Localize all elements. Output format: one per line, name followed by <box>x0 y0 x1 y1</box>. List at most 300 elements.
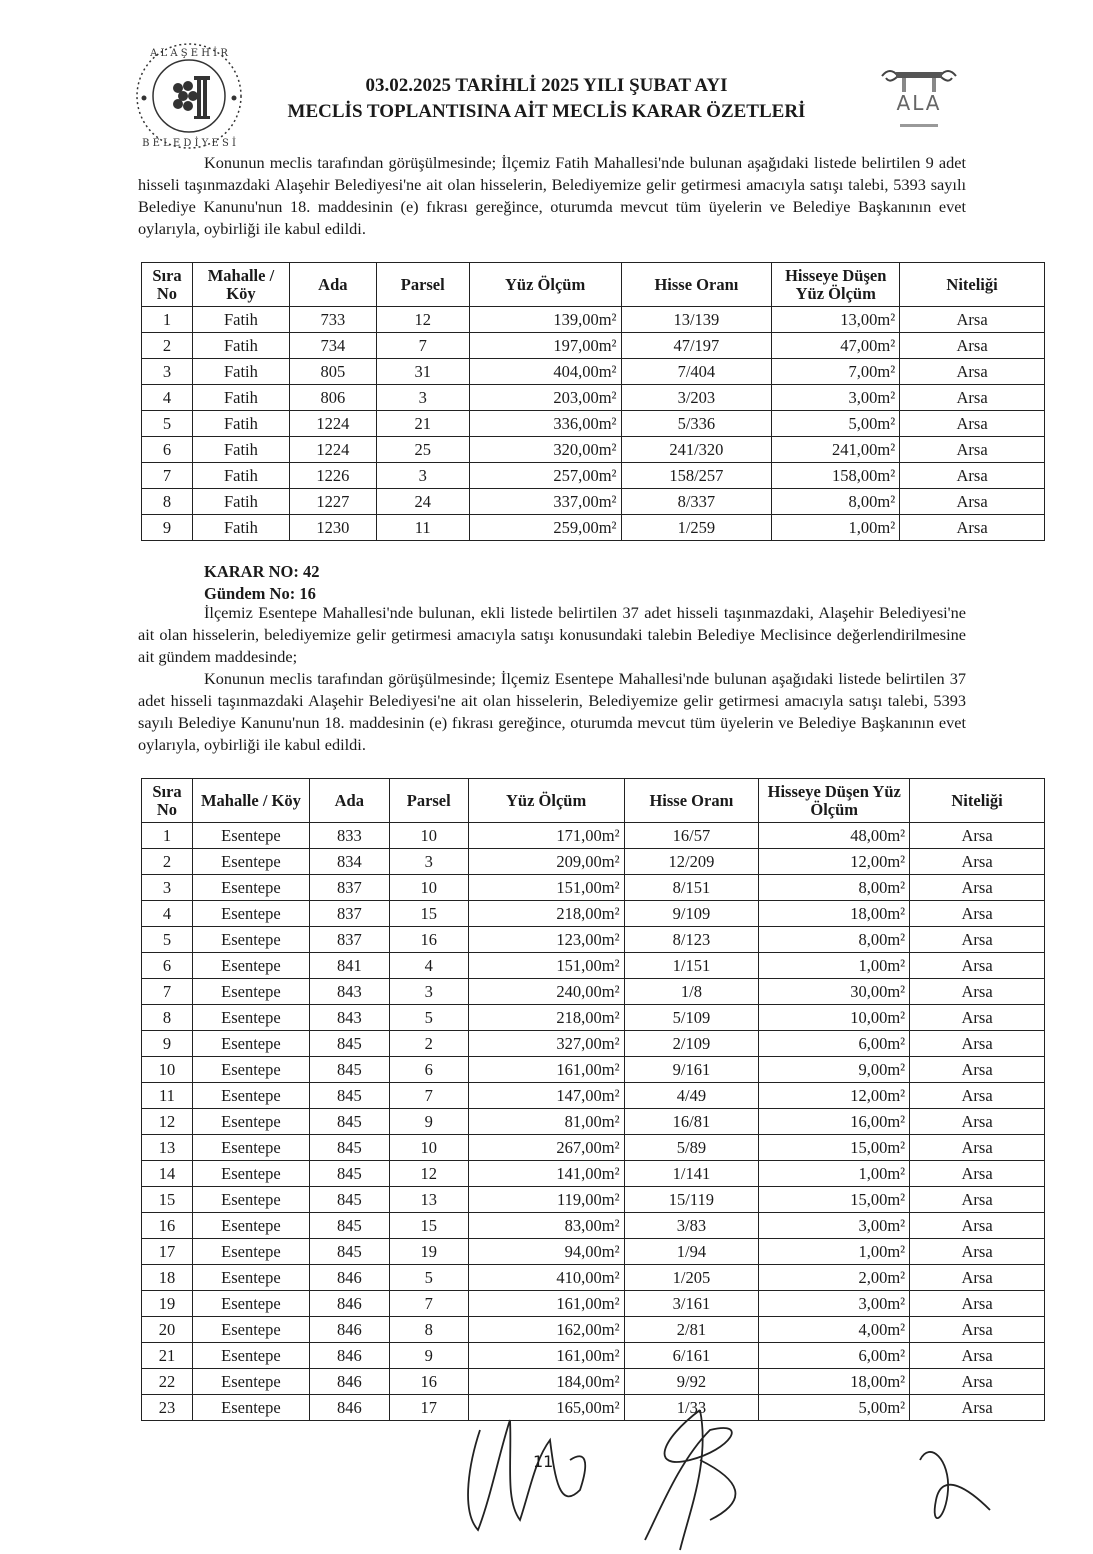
cell-ada: 837 <box>309 927 389 953</box>
cell-sira-no: 7 <box>142 979 193 1005</box>
cell-yuz-olcum: 218,00m² <box>468 901 624 927</box>
cell-sira-no: 10 <box>142 1057 193 1083</box>
cell-sira-no: 1 <box>142 823 193 849</box>
cell-parsel: 6 <box>389 1057 468 1083</box>
cell-hisseye-dusen: 48,00m² <box>759 823 910 849</box>
decision-paragraph: Konunun meclis tarafından görüşülmesinde; İlçemiz Esentepe Mahallesi'nde bulunan aşağıdaki listede belirtilen 37 adet hisseli taşınmazdaki Alaşehir Belediyesi'ne ait olan hisselerin, Belediyemize gelir getirmesi amacıyla satışı talebi, 5393 sayılı Belediye Kanunu'nun 18. maddesinin (e) fıkrası gereğince, oturumda mevcut tüm üyelerin ve Belediye Başkanının evet oylarıyla, oybirliği ile kabul edildi. <box>138 669 966 754</box>
table-row <box>142 463 1045 489</box>
cell-hisse-orani: 16/81 <box>624 1109 759 1135</box>
cell-hisse-orani: 2/109 <box>624 1031 759 1057</box>
cell-sira-no: 2 <box>142 333 193 359</box>
cell-ada: 845 <box>309 1239 389 1265</box>
cell-hisse-orani: 1/8 <box>624 979 759 1005</box>
cell-hisseye-dusen: 3,00m² <box>759 1291 910 1317</box>
table-row <box>142 953 1045 979</box>
cell-yuz-olcum: 267,00m² <box>468 1135 624 1161</box>
cell-niteligi: Arsa <box>910 953 1045 979</box>
cell-yuz-olcum: 404,00m² <box>469 359 621 385</box>
cell-sira-no: 16 <box>142 1213 193 1239</box>
cell-yuz-olcum: 259,00m² <box>469 515 621 541</box>
cell-yuz-olcum: 320,00m² <box>469 437 621 463</box>
cell-mahalle: Esentepe <box>192 875 309 901</box>
cell-hisse-orani: 8/151 <box>624 875 759 901</box>
cell-hisseye-dusen: 1,00m² <box>759 953 910 979</box>
cell-sira-no: 20 <box>142 1317 193 1343</box>
cell-ada: 805 <box>289 359 376 385</box>
cell-parsel: 3 <box>389 849 468 875</box>
header-yuz-olcum: Yüz Ölçüm <box>468 779 624 823</box>
cell-sira-no: 6 <box>142 953 193 979</box>
cell-parsel: 15 <box>389 1213 468 1239</box>
cell-ada: 846 <box>309 1395 389 1421</box>
cell-yuz-olcum: 410,00m² <box>468 1265 624 1291</box>
cell-mahalle: Fatih <box>192 463 289 489</box>
cell-parsel: 12 <box>389 1161 468 1187</box>
table-row <box>142 1005 1045 1031</box>
table-row <box>142 901 1045 927</box>
handwritten-signatures <box>450 1400 1070 1554</box>
cell-niteligi: Arsa <box>910 979 1045 1005</box>
cell-mahalle: Esentepe <box>192 1135 309 1161</box>
cell-hisseye-dusen: 12,00m² <box>759 849 910 875</box>
header-parsel: Parsel <box>376 263 469 307</box>
header-yuz-olcum: Yüz Ölçüm <box>469 263 621 307</box>
cell-hisse-orani: 12/209 <box>624 849 759 875</box>
cell-ada: 846 <box>309 1369 389 1395</box>
cell-niteligi: Arsa <box>900 437 1045 463</box>
cell-yuz-olcum: 151,00m² <box>468 953 624 979</box>
cell-parsel: 19 <box>389 1239 468 1265</box>
cell-mahalle: Esentepe <box>192 823 309 849</box>
table-row <box>142 849 1045 875</box>
cell-niteligi: Arsa <box>910 1083 1045 1109</box>
karar-no: KARAR NO: 42 <box>204 562 320 581</box>
table-row <box>142 1187 1045 1213</box>
cell-sira-no: 4 <box>142 901 193 927</box>
cell-hisseye-dusen: 158,00m² <box>772 463 900 489</box>
cell-ada: 845 <box>309 1187 389 1213</box>
cell-hisse-orani: 1/33 <box>624 1395 759 1421</box>
cell-parsel: 3 <box>376 463 469 489</box>
cell-hisseye-dusen: 8,00m² <box>759 875 910 901</box>
table-row <box>142 333 1045 359</box>
table-row <box>142 1343 1045 1369</box>
cell-sira-no: 5 <box>142 927 193 953</box>
cell-mahalle: Esentepe <box>192 1031 309 1057</box>
cell-yuz-olcum: 161,00m² <box>468 1343 624 1369</box>
cell-sira-no: 4 <box>142 385 193 411</box>
table-row <box>142 359 1045 385</box>
header-niteligi: Niteliği <box>900 263 1045 307</box>
cell-mahalle: Esentepe <box>192 1005 309 1031</box>
cell-hisse-orani: 6/161 <box>624 1343 759 1369</box>
cell-parsel: 13 <box>389 1187 468 1213</box>
table-row <box>142 411 1045 437</box>
cell-parsel: 4 <box>389 953 468 979</box>
cell-hisseye-dusen: 18,00m² <box>759 1369 910 1395</box>
header-sira-no: Sıra No <box>142 779 193 823</box>
cell-mahalle: Esentepe <box>192 1291 309 1317</box>
cell-hisseye-dusen: 12,00m² <box>759 1083 910 1109</box>
cell-parsel: 25 <box>376 437 469 463</box>
cell-mahalle: Esentepe <box>192 979 309 1005</box>
table-row <box>142 1083 1045 1109</box>
cell-parsel: 10 <box>389 1135 468 1161</box>
cell-hisseye-dusen: 47,00m² <box>772 333 900 359</box>
cell-hisse-orani: 4/49 <box>624 1083 759 1109</box>
cell-mahalle: Esentepe <box>192 1109 309 1135</box>
table-row <box>142 1317 1045 1343</box>
cell-hisse-orani: 8/123 <box>624 927 759 953</box>
cell-hisseye-dusen: 6,00m² <box>759 1343 910 1369</box>
cell-hisse-orani: 241/320 <box>621 437 772 463</box>
intro-paragraph-text: Konunun meclis tarafından görüşülmesinde; İlçemiz Fatih Mahallesi'nde bulunan aşağıdaki listede belirtilen 9 adet hisseli taşınmazdaki Alaşehir Belediyesi'ne ait olan hisselerin, Belediyemize gelir getirmesi amacıyla satışı talebi, 5393 sayılı Belediye Kanunu'nun 18. maddesinin (e) fıkrası gereğince, oturumda mevcut tüm üyelerin ve Belediye Başkanının evet oylarıyla, oybirliği ile kabul edildi. <box>138 153 966 238</box>
cell-hisseye-dusen: 8,00m² <box>759 927 910 953</box>
cell-yuz-olcum: 81,00m² <box>468 1109 624 1135</box>
svg-text:B E L E D İ Y E S İ: B E L E D İ Y E S İ <box>142 138 236 149</box>
cell-sira-no: 14 <box>142 1161 193 1187</box>
cell-niteligi: Arsa <box>910 1109 1045 1135</box>
cell-hisseye-dusen: 15,00m² <box>759 1187 910 1213</box>
cell-parsel: 31 <box>376 359 469 385</box>
cell-mahalle: Fatih <box>192 437 289 463</box>
cell-parsel: 15 <box>389 901 468 927</box>
cell-hisse-orani: 5/336 <box>621 411 772 437</box>
cell-mahalle: Esentepe <box>192 901 309 927</box>
cell-ada: 845 <box>309 1109 389 1135</box>
header-niteligi: Niteliği <box>910 779 1045 823</box>
cell-ada: 833 <box>309 823 389 849</box>
header-parsel: Parsel <box>389 779 468 823</box>
cell-hisseye-dusen: 3,00m² <box>772 385 900 411</box>
cell-parsel: 24 <box>376 489 469 515</box>
cell-yuz-olcum: 327,00m² <box>468 1031 624 1057</box>
cell-yuz-olcum: 161,00m² <box>468 1291 624 1317</box>
svg-text:ALA: ALA <box>896 91 942 115</box>
cell-sira-no: 19 <box>142 1291 193 1317</box>
cell-mahalle: Esentepe <box>192 1187 309 1213</box>
header-hisseye-dusen: Hisseye Düşen Yüz Ölçüm <box>759 779 910 823</box>
cell-yuz-olcum: 337,00m² <box>469 489 621 515</box>
cell-niteligi: Arsa <box>910 1239 1045 1265</box>
cell-hisseye-dusen: 10,00m² <box>759 1005 910 1031</box>
cell-sira-no: 8 <box>142 489 193 515</box>
cell-mahalle: Fatih <box>192 411 289 437</box>
agenda-paragraph: İlçemiz Esentepe Mahallesi'nde bulunan, ekli listede belirtilen 37 adet hisseli taşınmazdaki, Alaşehir Belediyesi'ne ait olan hisselerin, belediyemize gelir getirmesi amacıyla satışı konusundaki talebin Belediye Meclisince değerlendirilmesine ait gündem maddesinde; <box>138 603 966 666</box>
cell-mahalle: Esentepe <box>192 849 309 875</box>
cell-parsel: 12 <box>376 307 469 333</box>
page-number: 11 <box>533 1452 554 1471</box>
cell-niteligi: Arsa <box>900 411 1045 437</box>
cell-yuz-olcum: 94,00m² <box>468 1239 624 1265</box>
fatih-table-body <box>142 307 1045 541</box>
gundem-no: Gündem No: 16 <box>204 584 316 603</box>
cell-ada: 843 <box>309 979 389 1005</box>
cell-parsel: 8 <box>389 1317 468 1343</box>
cell-niteligi: Arsa <box>910 1161 1045 1187</box>
cell-sira-no: 2 <box>142 849 193 875</box>
cell-parsel: 7 <box>376 333 469 359</box>
cell-hisse-orani: 1/151 <box>624 953 759 979</box>
cell-hisse-orani: 3/203 <box>621 385 772 411</box>
header-hisse-orani: Hisse Oranı <box>624 779 759 823</box>
cell-parsel: 3 <box>389 979 468 1005</box>
cell-hisseye-dusen: 1,00m² <box>759 1161 910 1187</box>
table-row <box>142 1265 1045 1291</box>
cell-parsel: 16 <box>389 1369 468 1395</box>
cell-niteligi: Arsa <box>900 515 1045 541</box>
cell-ada: 845 <box>309 1161 389 1187</box>
svg-text:A L A Ş E H İ R: A L A Ş E H İ R <box>150 48 228 59</box>
table-row <box>142 1213 1045 1239</box>
intro-paragraph <box>138 152 966 240</box>
table-row <box>142 1057 1045 1083</box>
cell-parsel: 21 <box>376 411 469 437</box>
table-row <box>142 979 1045 1005</box>
cell-mahalle: Esentepe <box>192 1213 309 1239</box>
cell-hisse-orani: 158/257 <box>621 463 772 489</box>
cell-niteligi: Arsa <box>910 875 1045 901</box>
cell-yuz-olcum: 162,00m² <box>468 1317 624 1343</box>
cell-hisse-orani: 9/109 <box>624 901 759 927</box>
table-row <box>142 1031 1045 1057</box>
cell-hisse-orani: 13/139 <box>621 307 772 333</box>
cell-mahalle: Esentepe <box>192 1161 309 1187</box>
header-ada: Ada <box>289 263 376 307</box>
cell-mahalle: Esentepe <box>192 1395 309 1421</box>
document-title-line-2: MECLİS TOPLANTISINA AİT MECLİS KARAR ÖZETLERİ <box>287 101 806 122</box>
cell-hisse-orani: 1/205 <box>624 1265 759 1291</box>
cell-parsel: 9 <box>389 1343 468 1369</box>
cell-yuz-olcum: 197,00m² <box>469 333 621 359</box>
cell-hisse-orani: 5/109 <box>624 1005 759 1031</box>
cell-niteligi: Arsa <box>910 1057 1045 1083</box>
cell-niteligi: Arsa <box>900 333 1045 359</box>
cell-niteligi: Arsa <box>910 1213 1045 1239</box>
cell-niteligi: Arsa <box>910 1369 1045 1395</box>
cell-mahalle: Esentepe <box>192 953 309 979</box>
cell-ada: 837 <box>309 875 389 901</box>
cell-hisseye-dusen: 5,00m² <box>772 411 900 437</box>
cell-yuz-olcum: 123,00m² <box>468 927 624 953</box>
cell-hisse-orani: 2/81 <box>624 1317 759 1343</box>
cell-sira-no: 17 <box>142 1239 193 1265</box>
cell-hisseye-dusen: 4,00m² <box>759 1317 910 1343</box>
cell-niteligi: Arsa <box>910 1291 1045 1317</box>
cell-yuz-olcum: 141,00m² <box>468 1161 624 1187</box>
cell-yuz-olcum: 184,00m² <box>468 1369 624 1395</box>
cell-ada: 1230 <box>289 515 376 541</box>
cell-mahalle: Esentepe <box>192 1057 309 1083</box>
header-sira-no: Sıra No <box>142 263 193 307</box>
cell-hisseye-dusen: 16,00m² <box>759 1109 910 1135</box>
document-title-line-1: 03.02.2025 TARİHLİ 2025 YILI ŞUBAT AYI <box>365 75 728 96</box>
cell-sira-no: 9 <box>142 515 193 541</box>
cell-sira-no: 23 <box>142 1395 193 1421</box>
cell-mahalle: Esentepe <box>192 1369 309 1395</box>
table-row <box>142 1161 1045 1187</box>
cell-parsel: 9 <box>389 1109 468 1135</box>
table-row <box>142 307 1045 333</box>
table-row <box>142 437 1045 463</box>
cell-niteligi: Arsa <box>910 1317 1045 1343</box>
cell-niteligi: Arsa <box>910 1135 1045 1161</box>
cell-yuz-olcum: 151,00m² <box>468 875 624 901</box>
cell-sira-no: 6 <box>142 437 193 463</box>
cell-yuz-olcum: 161,00m² <box>468 1057 624 1083</box>
cell-mahalle: Fatih <box>192 333 289 359</box>
decision-heading <box>204 561 320 605</box>
header-hisse-orani: Hisse Oranı <box>621 263 772 307</box>
cell-ada: 845 <box>309 1057 389 1083</box>
cell-hisseye-dusen: 15,00m² <box>759 1135 910 1161</box>
table-row <box>142 1369 1045 1395</box>
cell-ada: 1227 <box>289 489 376 515</box>
cell-hisseye-dusen: 6,00m² <box>759 1031 910 1057</box>
cell-ada: 1224 <box>289 437 376 463</box>
cell-hisseye-dusen: 8,00m² <box>772 489 900 515</box>
cell-sira-no: 3 <box>142 359 193 385</box>
header-ada: Ada <box>309 779 389 823</box>
header-mahalle-koy: Mahalle / Köy <box>192 263 289 307</box>
table-row <box>142 875 1045 901</box>
cell-sira-no: 12 <box>142 1109 193 1135</box>
table-row <box>142 385 1045 411</box>
cell-yuz-olcum: 171,00m² <box>468 823 624 849</box>
cell-yuz-olcum: 203,00m² <box>469 385 621 411</box>
cell-ada: 843 <box>309 1005 389 1031</box>
cell-parsel: 5 <box>389 1005 468 1031</box>
table-row <box>142 1109 1045 1135</box>
cell-ada: 846 <box>309 1291 389 1317</box>
cell-ada: 845 <box>309 1083 389 1109</box>
cell-hisse-orani: 3/161 <box>624 1291 759 1317</box>
cell-ada: 806 <box>289 385 376 411</box>
cell-parsel: 17 <box>389 1395 468 1421</box>
cell-ada: 834 <box>309 849 389 875</box>
cell-sira-no: 15 <box>142 1187 193 1213</box>
cell-sira-no: 22 <box>142 1369 193 1395</box>
cell-hisse-orani: 47/197 <box>621 333 772 359</box>
table-header-row <box>142 263 1045 307</box>
cell-mahalle: Esentepe <box>192 1317 309 1343</box>
cell-yuz-olcum: 257,00m² <box>469 463 621 489</box>
cell-sira-no: 7 <box>142 463 193 489</box>
cell-niteligi: Arsa <box>900 463 1045 489</box>
cell-ada: 846 <box>309 1265 389 1291</box>
cell-hisse-orani: 9/92 <box>624 1369 759 1395</box>
cell-hisseye-dusen: 18,00m² <box>759 901 910 927</box>
cell-niteligi: Arsa <box>910 1343 1045 1369</box>
cell-hisse-orani: 5/89 <box>624 1135 759 1161</box>
cell-ada: 1224 <box>289 411 376 437</box>
cell-parsel: 16 <box>389 927 468 953</box>
table-row <box>142 1135 1045 1161</box>
cell-ada: 841 <box>309 953 389 979</box>
cell-mahalle: Fatih <box>192 489 289 515</box>
cell-yuz-olcum: 147,00m² <box>468 1083 624 1109</box>
cell-niteligi: Arsa <box>900 307 1045 333</box>
cell-niteligi: Arsa <box>910 1005 1045 1031</box>
cell-niteligi: Arsa <box>910 1031 1045 1057</box>
cell-hisseye-dusen: 7,00m² <box>772 359 900 385</box>
cell-ada: 837 <box>309 901 389 927</box>
cell-ada: 846 <box>309 1343 389 1369</box>
cell-hisse-orani: 9/161 <box>624 1057 759 1083</box>
cell-ada: 846 <box>309 1317 389 1343</box>
cell-yuz-olcum: 336,00m² <box>469 411 621 437</box>
cell-parsel: 5 <box>389 1265 468 1291</box>
cell-niteligi: Arsa <box>910 901 1045 927</box>
cell-hisse-orani: 8/337 <box>621 489 772 515</box>
cell-ada: 845 <box>309 1031 389 1057</box>
cell-niteligi: Arsa <box>910 1187 1045 1213</box>
cell-mahalle: Fatih <box>192 359 289 385</box>
cell-ada: 1226 <box>289 463 376 489</box>
cell-ada: 845 <box>309 1135 389 1161</box>
cell-sira-no: 8 <box>142 1005 193 1031</box>
cell-yuz-olcum: 165,00m² <box>468 1395 624 1421</box>
cell-parsel: 7 <box>389 1291 468 1317</box>
cell-hisse-orani: 16/57 <box>624 823 759 849</box>
cell-parsel: 7 <box>389 1083 468 1109</box>
header-hisseye-dusen: Hisseye Düşen Yüz Ölçüm <box>772 263 900 307</box>
cell-parsel: 10 <box>389 875 468 901</box>
cell-yuz-olcum: 139,00m² <box>469 307 621 333</box>
cell-mahalle: Fatih <box>192 307 289 333</box>
cell-hisseye-dusen: 5,00m² <box>759 1395 910 1421</box>
cell-sira-no: 3 <box>142 875 193 901</box>
cell-parsel: 2 <box>389 1031 468 1057</box>
cell-mahalle: Esentepe <box>192 1083 309 1109</box>
cell-hisse-orani: 1/259 <box>621 515 772 541</box>
cell-niteligi: Arsa <box>910 1395 1045 1421</box>
cell-yuz-olcum: 240,00m² <box>468 979 624 1005</box>
cell-hisse-orani: 1/94 <box>624 1239 759 1265</box>
cell-niteligi: Arsa <box>910 849 1045 875</box>
esentepe-property-table <box>141 778 1045 1421</box>
cell-hisseye-dusen: 1,00m² <box>759 1239 910 1265</box>
fatih-property-table <box>141 262 1045 541</box>
cell-sira-no: 1 <box>142 307 193 333</box>
header-mahalle-koy: Mahalle / Köy <box>192 779 309 823</box>
cell-sira-no: 9 <box>142 1031 193 1057</box>
cell-hisseye-dusen: 1,00m² <box>772 515 900 541</box>
cell-sira-no: 21 <box>142 1343 193 1369</box>
esentepe-table-body <box>142 823 1045 1421</box>
cell-parsel: 10 <box>389 823 468 849</box>
cell-niteligi: Arsa <box>910 823 1045 849</box>
cell-mahalle: Fatih <box>192 385 289 411</box>
cell-sira-no: 13 <box>142 1135 193 1161</box>
cell-niteligi: Arsa <box>900 489 1045 515</box>
cell-hisse-orani: 7/404 <box>621 359 772 385</box>
cell-niteligi: Arsa <box>910 927 1045 953</box>
cell-hisseye-dusen: 241,00m² <box>772 437 900 463</box>
cell-hisseye-dusen: 13,00m² <box>772 307 900 333</box>
cell-sira-no: 18 <box>142 1265 193 1291</box>
cell-hisse-orani: 3/83 <box>624 1213 759 1239</box>
cell-hisseye-dusen: 9,00m² <box>759 1057 910 1083</box>
cell-hisseye-dusen: 3,00m² <box>759 1213 910 1239</box>
table-row <box>142 927 1045 953</box>
table-row <box>142 489 1045 515</box>
cell-mahalle: Esentepe <box>192 1239 309 1265</box>
table-row <box>142 823 1045 849</box>
table-row <box>142 515 1045 541</box>
cell-mahalle: Esentepe <box>192 927 309 953</box>
cell-sira-no: 5 <box>142 411 193 437</box>
